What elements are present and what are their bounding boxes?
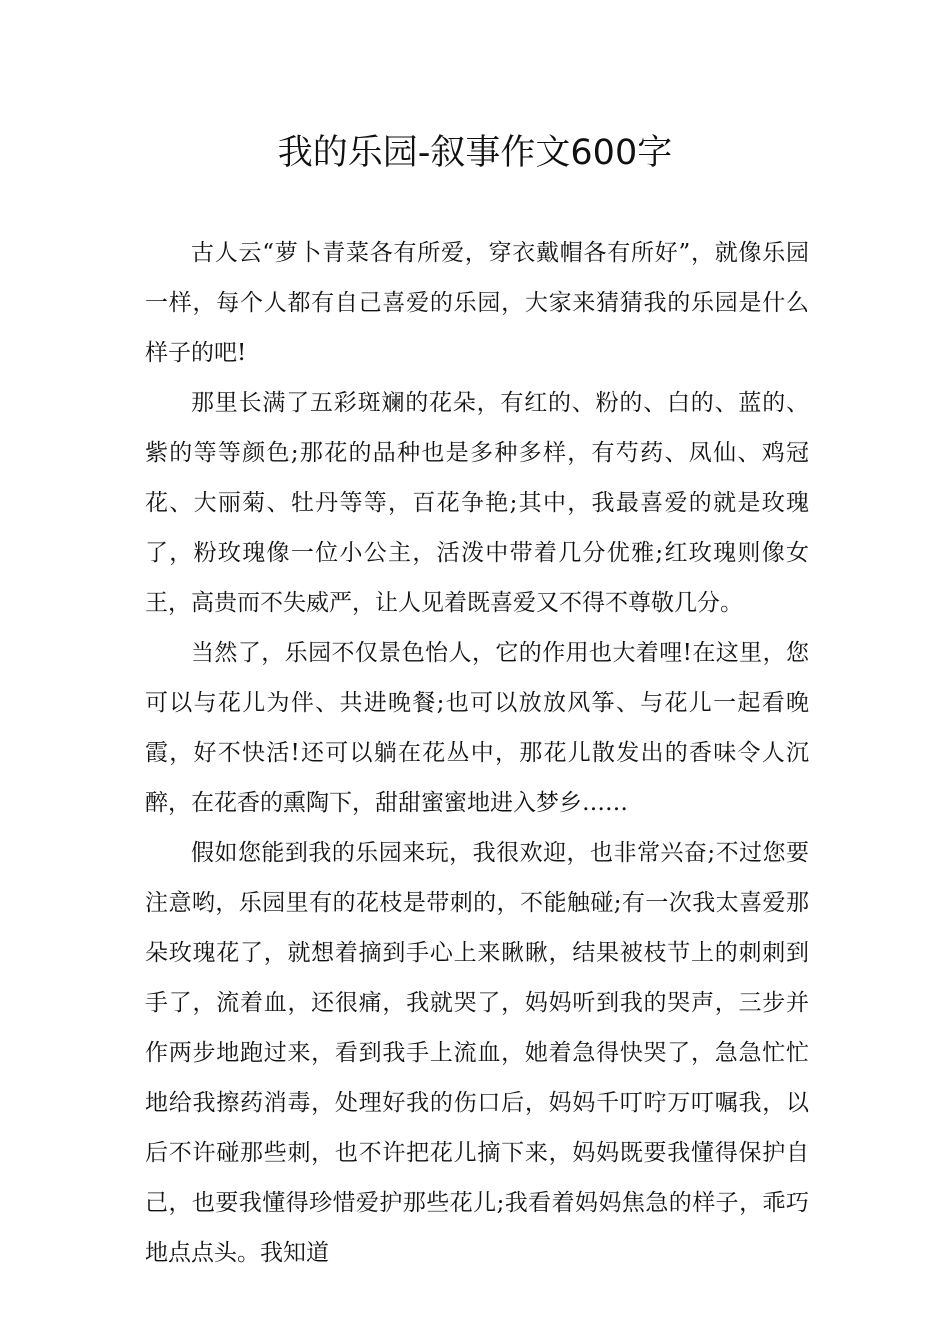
paragraph-3: 当然了，乐园不仅景色怡人，它的作用也大着哩!在这里，您可以与花儿为伴、共进晚餐;也可以放放风筝、与花儿一起看晚霞，好不快活!还可以躺在花丛中，那花儿散发出的香味令人沉醉，在花香的熏陶下，甜甜蜜蜜地进入梦乡…… — [145, 640, 809, 816]
paragraph-4: 假如您能到我的乐园来玩，我很欢迎，也非常兴奋;不过您要注意哟，乐园里有的花枝是带刺的，不能触碰;有一次我太喜爱那朵玫瑰花了，就想着摘到手心上来瞅瞅，结果被枝节上的刺刺到手了，流着血，还很痛，我就哭了，妈妈听到我的哭声，三步并作两步地跑过来，看到我手上流血，她着急得快哭了，急急忙忙地给我擦药消毒，处理好我的伤口后，妈妈千叮咛万叮嘱我，以后不许碰那些刺，也不许把花儿摘下来，妈妈既要我懂得保护自己，也要我懂得珍惜爱护那些花儿;我看着妈妈焦急的样子，乖巧地点点头。我知道 — [145, 840, 809, 1266]
document-title: 我的乐园-叙事作文600字 — [277, 133, 673, 173]
paragraph-2: 那里长满了五彩斑斓的花朵，有红的、粉的、白的、蓝的、紫的等等颜色;那花的品种也是多种多样，有芍药、凤仙、鸡冠花、大丽菊、牡丹等等，百花争艳;其中，我最喜爱的就是玫瑰了，粉玫瑰像一位小公主，活泼中带着几分优雅;红玫瑰则像女王，高贵而不失威严，让人见着既喜爱又不得不尊敬几分。 — [145, 390, 809, 616]
paragraph-1: 古人云“萝卜青菜各有所爱，穿衣戴帽各有所好”，就像乐园一样，每个人都有自己喜爱的乐园，大家来猜猜我的乐园是什么样子的吧! — [145, 240, 809, 366]
document-body — [145, 228, 809, 1278]
